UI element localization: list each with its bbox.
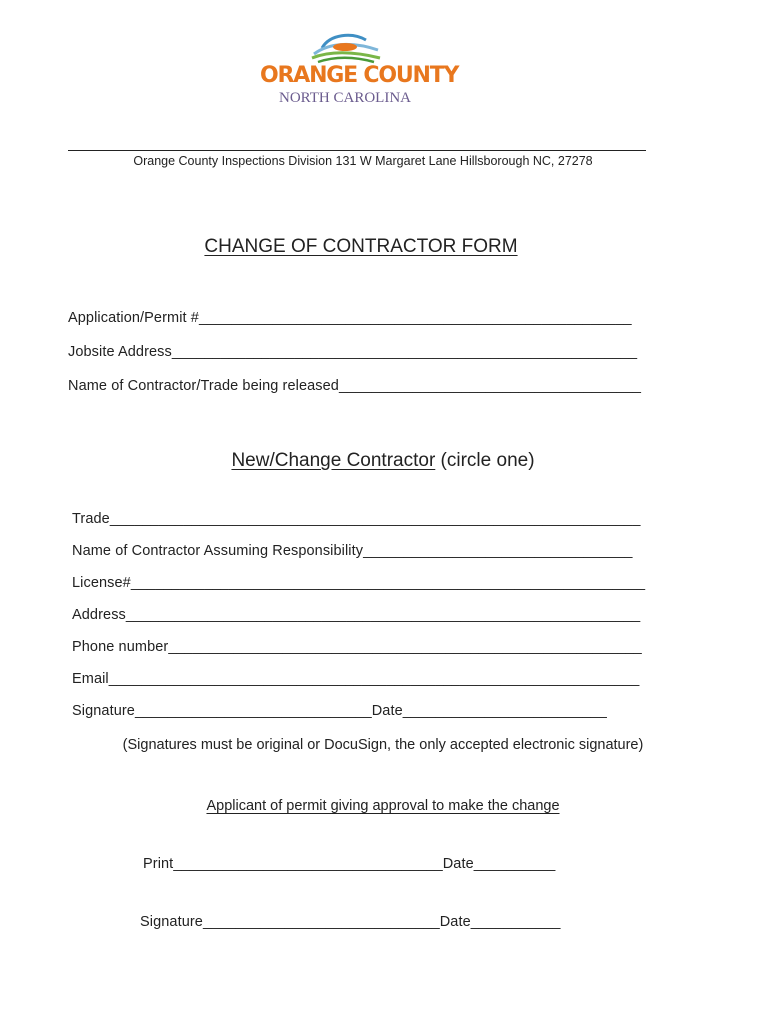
circle-one-note: (circle one) [435,450,535,471]
released-contractor-field[interactable]: Name of Contractor/Trade being released_____________________________________ [68,378,642,394]
logo-title: ORANGE COUNTY [260,63,459,88]
applicant-signature-field[interactable]: Signature_____________________________Date___________ [140,914,561,930]
landscape-logo-icon [308,30,382,64]
new-contractor-heading [0,450,766,472]
jobsite-address-field[interactable]: Jobsite Address_________________________________________________________ [68,344,638,360]
applicant-heading-text: Applicant of permit giving approval to make the change [206,798,560,814]
header-rule [68,150,646,151]
contractor-signature-field[interactable]: Signature_____________________________Date_________________________ [72,703,607,719]
applicant-heading [0,798,766,814]
trade-field[interactable]: Trade_________________________________________________________________ [72,511,641,527]
applicant-print-field[interactable]: Print_________________________________Date__________ [143,856,556,872]
form-title-text: CHANGE OF CONTRACTOR FORM [204,236,518,257]
phone-field[interactable]: Phone number__________________________________________________________ [72,639,642,655]
office-address: Orange County Inspections Division 131 W Margaret Lane Hillsborough NC, 27278 [133,154,593,168]
permit-number-field[interactable]: Application/Permit #_____________________________________________________ [68,310,632,326]
contractor-address-field[interactable]: Address_______________________________________________________________ [72,607,641,623]
form-title [0,236,722,258]
new-contractor-heading-text: New/Change Contractor [231,450,436,471]
logo-subtitle: NORTH CAROLINA [278,90,411,106]
email-field[interactable]: Email_________________________________________________________________ [72,671,640,687]
county-logo [260,30,459,110]
signature-note: (Signatures must be original or DocuSign, the only accepted electronic signature) [122,737,644,753]
license-field[interactable]: License#_______________________________________________________________ [72,575,646,591]
assuming-contractor-field[interactable]: Name of Contractor Assuming Responsibility_________________________________ [72,543,633,559]
